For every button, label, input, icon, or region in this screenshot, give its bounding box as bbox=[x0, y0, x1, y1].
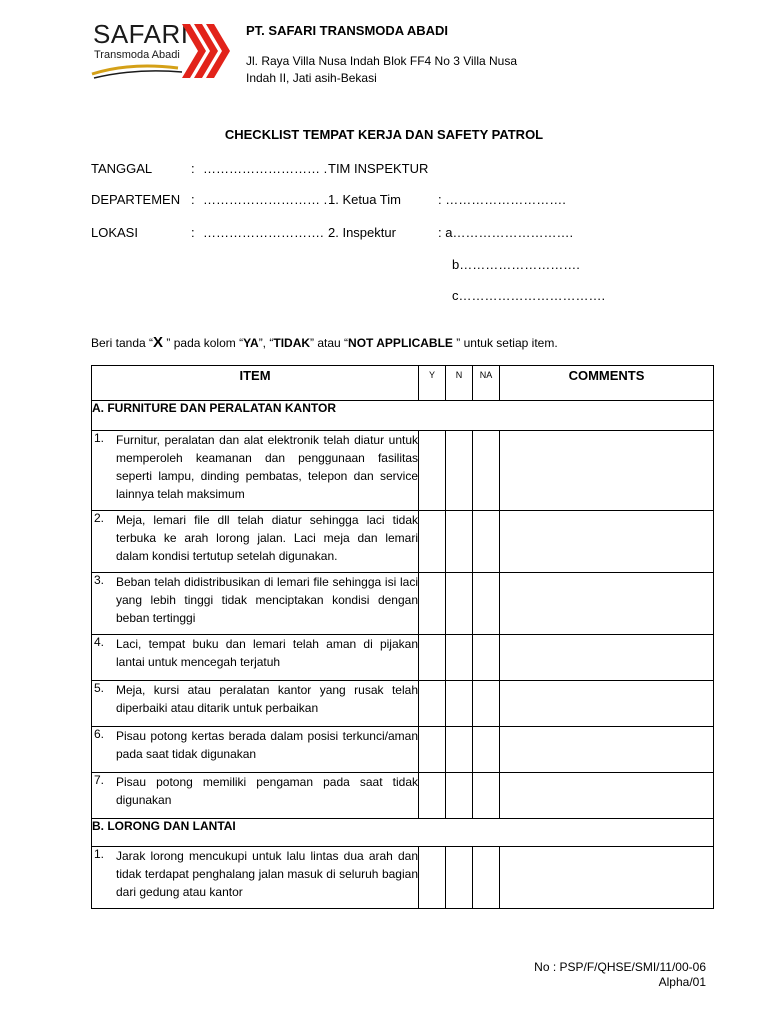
comments-cell[interactable] bbox=[500, 635, 714, 681]
comments-cell[interactable] bbox=[500, 681, 714, 727]
comments-cell[interactable] bbox=[500, 511, 714, 573]
ya-label: YA bbox=[243, 336, 259, 350]
y-checkbox-cell[interactable] bbox=[419, 511, 446, 573]
na-checkbox-cell[interactable] bbox=[473, 511, 500, 573]
na-checkbox-cell[interactable] bbox=[473, 635, 500, 681]
table-row bbox=[92, 681, 714, 727]
na-label: NOT APPLICABLE bbox=[348, 336, 453, 350]
ketua-tim-field[interactable]: : ………………………. bbox=[438, 192, 566, 207]
tidak-label: TIDAK bbox=[273, 336, 311, 350]
n-checkbox-cell[interactable] bbox=[446, 635, 473, 681]
lokasi-field[interactable]: ………………………. bbox=[203, 225, 324, 240]
item-cell bbox=[92, 431, 419, 511]
mark-x: X bbox=[153, 334, 164, 351]
departemen-colon: : bbox=[191, 192, 195, 207]
n-checkbox-cell[interactable] bbox=[446, 773, 473, 819]
instruction-text: Beri tanda “X ” pada kolom “YA”, “TIDAK” atau “NOT APPLICABLE ” untuk setiap item. bbox=[91, 334, 558, 351]
comments-cell[interactable] bbox=[500, 773, 714, 819]
item-number: 3. bbox=[94, 573, 105, 587]
na-checkbox-cell[interactable] bbox=[473, 431, 500, 511]
item-cell bbox=[92, 681, 419, 727]
item-number: 6. bbox=[94, 727, 105, 741]
n-checkbox-cell[interactable] bbox=[446, 431, 473, 511]
na-checkbox-cell[interactable] bbox=[473, 681, 500, 727]
document-title: CHECKLIST TEMPAT KERJA DAN SAFETY PATROL bbox=[224, 127, 544, 142]
n-checkbox-cell[interactable] bbox=[446, 847, 473, 909]
tanggal-field[interactable]: ……………………… . bbox=[203, 161, 328, 176]
comments-cell[interactable] bbox=[500, 431, 714, 511]
logo-tagline: Transmoda Abadi bbox=[94, 49, 180, 61]
n-checkbox-cell[interactable] bbox=[446, 681, 473, 727]
logo-swoosh-icon bbox=[90, 58, 190, 80]
item-text: Laci, tempat buku dan lemari telah aman di pijakan lantai untuk mencegah terjatuh bbox=[116, 637, 418, 669]
table-row bbox=[92, 727, 714, 773]
item-text: Meja, kursi atau peralatan kantor yang rusak telah diperbaiki atau ditarik untuk perbaikan bbox=[116, 683, 418, 715]
item-text: Jarak lorong mencukupi untuk lalu lintas dua arah dan tidak terdapat penghalang jalan masuk di seluruh bagian dari gedung atau kantor bbox=[116, 849, 418, 899]
section-row bbox=[92, 401, 714, 431]
tim-inspektur-label: TIM INSPEKTUR bbox=[328, 161, 429, 176]
table-row bbox=[92, 431, 714, 511]
y-checkbox-cell[interactable] bbox=[419, 681, 446, 727]
y-checkbox-cell[interactable] bbox=[419, 847, 446, 909]
n-checkbox-cell[interactable] bbox=[446, 573, 473, 635]
na-checkbox-cell[interactable] bbox=[473, 847, 500, 909]
item-number: 1. bbox=[94, 847, 105, 861]
table-row bbox=[92, 573, 714, 635]
section-a-title: A. FURNITURE DAN PERALATAN KANTOR bbox=[92, 401, 714, 431]
table-row bbox=[92, 511, 714, 573]
document-number: No : PSP/F/QHSE/SMI/11/00-06 bbox=[534, 960, 706, 974]
item-text: Pisau potong memiliki pengaman pada saat tidak digunakan bbox=[116, 775, 418, 807]
item-text: Pisau potong kertas berada dalam posisi terkunci/aman pada saat tidak digunakan bbox=[116, 729, 418, 761]
header-na: NA bbox=[473, 366, 500, 401]
departemen-field[interactable]: ……………………… . bbox=[203, 192, 328, 207]
item-text: Meja, lemari file dll telah diatur sehingga laci tidak terbuka ke arah lorong jalan. Laci meja dan lemari dalam kondisi tertutup setelah digunakan. bbox=[116, 513, 418, 563]
table-row bbox=[92, 847, 714, 909]
comments-cell[interactable] bbox=[500, 573, 714, 635]
na-checkbox-cell[interactable] bbox=[473, 727, 500, 773]
item-number: 2. bbox=[94, 511, 105, 525]
y-checkbox-cell[interactable] bbox=[419, 431, 446, 511]
y-checkbox-cell[interactable] bbox=[419, 773, 446, 819]
inspektur-a-field[interactable]: : a………………………. bbox=[438, 225, 574, 240]
y-checkbox-cell[interactable] bbox=[419, 727, 446, 773]
item-number: 5. bbox=[94, 681, 105, 695]
item-cell bbox=[92, 635, 419, 681]
tanggal-label: TANGGAL bbox=[91, 161, 153, 176]
item-cell bbox=[92, 773, 419, 819]
item-number: 1. bbox=[94, 431, 105, 445]
na-checkbox-cell[interactable] bbox=[473, 573, 500, 635]
item-cell bbox=[92, 511, 419, 573]
header-n: N bbox=[446, 366, 473, 401]
address-line-1: Jl. Raya Villa Nusa Indah Blok FF4 No 3 Villa Nusa bbox=[246, 54, 518, 68]
header-item: ITEM bbox=[92, 366, 419, 401]
item-cell bbox=[92, 573, 419, 635]
inspektur-label: 2. Inspektur bbox=[328, 225, 396, 240]
ketua-tim-label: 1. Ketua Tim bbox=[328, 192, 401, 207]
checklist-table bbox=[91, 365, 714, 909]
item-number: 4. bbox=[94, 635, 105, 649]
comments-cell[interactable] bbox=[500, 847, 714, 909]
item-cell bbox=[92, 727, 419, 773]
item-text: Beban telah didistribusikan di lemari file sehingga isi laci yang lebih tinggi tidak menciptakan kondisi dengan beban tertinggi bbox=[116, 575, 418, 625]
document-revision: Alpha/01 bbox=[658, 975, 706, 989]
table-row bbox=[92, 635, 714, 681]
n-checkbox-cell[interactable] bbox=[446, 727, 473, 773]
item-cell bbox=[92, 847, 419, 909]
table-row bbox=[92, 773, 714, 819]
logo-chevrons-icon bbox=[178, 22, 234, 80]
inspektur-c-field[interactable]: c……………………………. bbox=[452, 288, 606, 303]
logo-wordmark: SAFARI bbox=[93, 19, 189, 49]
section-row bbox=[92, 819, 714, 847]
tanggal-colon: : bbox=[191, 161, 195, 176]
lokasi-colon: : bbox=[191, 225, 195, 240]
lokasi-label: LOKASI bbox=[91, 225, 138, 240]
comments-cell[interactable] bbox=[500, 727, 714, 773]
header-y: Y bbox=[419, 366, 446, 401]
company-name: PT. SAFARI TRANSMODA ABADI bbox=[246, 23, 448, 38]
y-checkbox-cell[interactable] bbox=[419, 635, 446, 681]
address-line-2: Indah II, Jati asih-Bekasi bbox=[246, 71, 377, 85]
company-address bbox=[246, 53, 546, 87]
inspektur-b-field[interactable]: b………………………. bbox=[452, 257, 580, 272]
header-comments: COMMENTS bbox=[500, 366, 714, 401]
item-text: Furnitur, peralatan dan alat elektronik telah diatur untuk memperoleh keamanan dan penggunaan fasilitas seperti lampu, dinding pembatas, telepon dan service lainnya telah maksimum bbox=[116, 433, 418, 501]
y-checkbox-cell[interactable] bbox=[419, 573, 446, 635]
section-b-title: B. LORONG DAN LANTAI bbox=[92, 819, 714, 847]
departemen-label: DEPARTEMEN bbox=[91, 192, 181, 207]
n-checkbox-cell[interactable] bbox=[446, 511, 473, 573]
item-number: 7. bbox=[94, 773, 105, 787]
na-checkbox-cell[interactable] bbox=[473, 773, 500, 819]
table-header-row bbox=[92, 366, 714, 401]
